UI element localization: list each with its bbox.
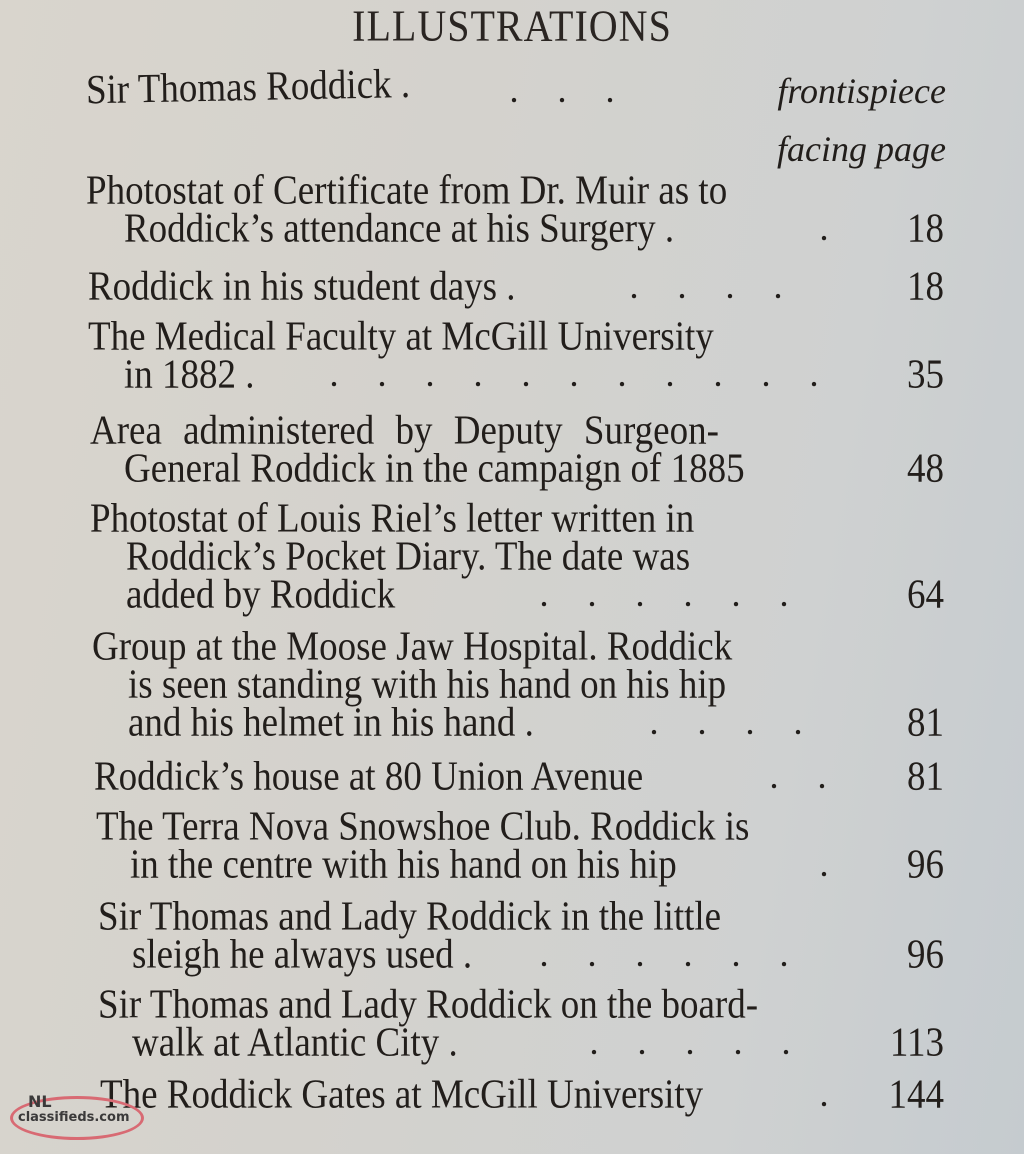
leader-dots: . (819, 844, 829, 885)
list-item (0, 407, 1024, 492)
entry-line: Group at the Moose Jaw Hospital. Roddick (92, 623, 733, 670)
page-number: 144 (888, 1071, 944, 1118)
entry-line: Roddick’s attendance at his Surgery . (124, 205, 675, 252)
entry-line: walk at Atlantic City . (132, 1019, 458, 1066)
entry-line: Area administered by Deputy Surgeon- (90, 407, 719, 454)
list-item (0, 263, 1024, 310)
frontispiece-label: frontispiece (777, 71, 946, 111)
leader-dots: . . . . . (589, 1022, 791, 1063)
leader-dots: . . . (509, 70, 615, 111)
entry-line: The Medical Faculty at McGill University (88, 313, 714, 360)
list-item (0, 893, 1024, 978)
list-item (0, 167, 1024, 252)
entry-line: The Terra Nova Snowshoe Club. Roddick is (96, 803, 750, 850)
list-item-frontispiece (0, 61, 1024, 114)
list-item (0, 981, 1024, 1066)
leader-dots: . . . . . . (539, 574, 789, 615)
page-number: 18 (907, 205, 944, 252)
leader-dots: . . . . (629, 266, 783, 307)
entry-line: Photostat of Certificate from Dr. Muir as to (86, 167, 728, 214)
column-header-facing-page: facing page (777, 129, 946, 169)
page-number: 48 (907, 445, 944, 492)
entry-line: added by Roddick (126, 571, 396, 618)
leader-dots: . (819, 208, 829, 249)
entry-line: Roddick’s house at 80 Union Avenue (94, 753, 644, 800)
entry-line: Roddick in his student days . (88, 263, 516, 310)
watermark-logo (6, 1094, 144, 1142)
entry-line: in the centre with his hand on his hip (130, 841, 677, 888)
entry-line: and his helmet in his hand . (128, 699, 534, 746)
entry-line: Sir Thomas and Lady Roddick in the little (98, 893, 722, 940)
leader-dots: . . . . . . . . . . . (329, 354, 819, 395)
page-title: ILLUSTRATIONS (352, 0, 672, 51)
leader-dots: . (819, 1074, 829, 1115)
list-item (0, 803, 1024, 888)
entry-line: sleigh he always used . (132, 931, 473, 978)
entry-line: Roddick’s Pocket Diary. The date was (126, 533, 691, 580)
page-number: 81 (907, 699, 944, 746)
page-number: 96 (907, 841, 944, 888)
leader-dots: . . . . . . (539, 934, 789, 975)
entry-line: is seen standing with his hand on his hip (128, 661, 727, 708)
page-number: 113 (889, 1019, 944, 1066)
entry-line: The Roddick Gates at McGill University (100, 1071, 704, 1118)
watermark-prefix: NL (28, 1092, 52, 1111)
entry-text: Sir Thomas Roddick . (85, 61, 411, 114)
page-number: 81 (907, 753, 944, 800)
list-item (0, 495, 1024, 618)
leader-dots: . . (769, 756, 827, 797)
list-item (0, 313, 1024, 398)
page-number: 35 (907, 351, 944, 398)
page-number: 18 (907, 263, 944, 310)
entry-line: General Roddick in the campaign of 1885 (124, 445, 745, 492)
page-number: 96 (907, 931, 944, 978)
entry-line: in 1882 . (124, 351, 255, 398)
entry-line: Photostat of Louis Riel’s letter written in (90, 495, 695, 542)
list-item (0, 753, 1024, 800)
entry-line: Sir Thomas and Lady Roddick on the board- (98, 981, 759, 1028)
page-number: 64 (907, 571, 944, 618)
watermark-site: classifieds.com (18, 1110, 130, 1125)
leader-dots: . . . . (649, 702, 803, 743)
list-item (0, 623, 1024, 746)
